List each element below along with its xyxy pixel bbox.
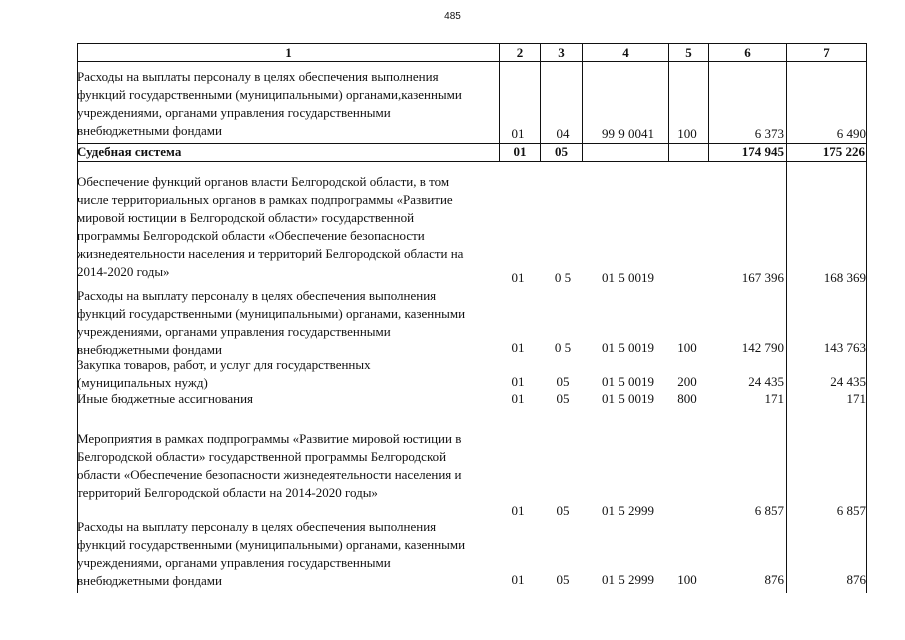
cell-amount-2: 876	[846, 572, 866, 587]
header-cell: 6	[744, 45, 751, 60]
cell-subsection: 05	[555, 144, 568, 159]
cell-expense-type: 100	[677, 340, 697, 355]
header-cell: 1	[285, 45, 292, 60]
row-description: Расходы на выплаты персоналу в целях обеспечения выполнения функций государственными (муниципальными) органами,казенными учреждениями, органами управления государственными внебюджетными фондами	[77, 69, 462, 138]
cell-target-article: 01 5 2999	[602, 503, 654, 518]
row-description: Судебная система	[77, 144, 182, 159]
header-cell: 4	[622, 45, 629, 60]
cell-target-article: 01 5 0019	[602, 374, 654, 389]
cell-section: 01	[511, 391, 525, 406]
cell-amount-2: 175 226	[822, 144, 865, 159]
cell-expense-type	[668, 270, 706, 286]
cell-expense-type: 100	[677, 126, 697, 141]
header-cell: 7	[823, 45, 830, 60]
cell-section: 01	[511, 270, 525, 285]
cell-amount-1: 6 373	[754, 126, 784, 141]
cell-target-article	[583, 144, 668, 160]
table-right-border	[866, 43, 867, 593]
header-bottom-border	[77, 61, 867, 62]
cell-amount-2: 143 763	[823, 340, 866, 355]
cell-amount-1: 174 945	[741, 144, 784, 159]
row-description: Обеспечение функций органов власти Белгородской области, в том числе территориальных органов в рамках подпрограммы «Развитие мировой юстиции в Белгородской области» государственной программы Белгородской области «Обеспечение безопасности жизнедеятельности населения и территорий Белгородской области на 2014-2020 годы»	[77, 174, 464, 279]
cell-target-article: 01 5 0019	[602, 270, 654, 285]
cell-expense-type: 200	[677, 374, 697, 389]
cell-expense-type: 800	[677, 391, 697, 406]
cell-expense-type: 100	[677, 572, 697, 587]
cell-amount-1: 876	[764, 572, 784, 587]
cell-amount-2: 171	[846, 391, 866, 406]
cell-target-article: 01 5 0019	[602, 391, 654, 406]
page-number: 485	[444, 11, 461, 22]
cell-subsection: 05	[556, 374, 570, 389]
cell-target-article: 01 5 2999	[602, 572, 654, 587]
cell-section: 01	[511, 503, 525, 518]
cell-amount-2: 168 369	[823, 270, 866, 285]
cell-amount-2: 6 857	[836, 503, 866, 518]
row-description: Иные бюджетные ассигнования	[77, 391, 254, 406]
header-cell: 5	[685, 45, 692, 60]
cell-amount-1: 6 857	[754, 503, 784, 518]
cell-amount-1: 142 790	[741, 340, 784, 355]
cell-expense-type	[669, 144, 708, 160]
row-description: Расходы на выплату персоналу в целях обеспечения выполнения функций государственными (муниципальными) органами, казенными учреждениями, органами управления государственными внебюджетными фондами	[77, 519, 466, 588]
cell-amount-1: 171	[764, 391, 784, 406]
cell-subsection: 05	[556, 503, 570, 518]
row-divider	[77, 161, 867, 162]
cell-section: 01	[511, 572, 525, 587]
cell-target-article: 01 5 0019	[602, 340, 654, 355]
cell-subsection: 05	[556, 391, 570, 406]
cell-amount-2: 6 490	[836, 126, 866, 141]
header-cell: 2	[516, 45, 524, 60]
cell-amount-2: 24 435	[830, 374, 866, 389]
cell-amount-1: 24 435	[748, 374, 784, 389]
cell-subsection: 0 5	[554, 270, 572, 285]
cell-expense-type	[668, 503, 706, 519]
cell-section: 01	[511, 340, 525, 355]
header-cell: 3	[558, 45, 565, 60]
cell-section: 01	[511, 374, 525, 389]
cell-target-article: 99 9 0041	[602, 126, 654, 141]
cell-subsection: 04	[556, 126, 570, 141]
cell-subsection: 0 5	[554, 340, 572, 355]
row-description: Закупка товаров, работ, и услуг для государственных (муниципальных нужд)	[77, 357, 371, 390]
cell-section: 01	[513, 144, 527, 159]
cell-subsection: 05	[556, 572, 570, 587]
row-description: Мероприятия в рамках подпрограммы «Развитие мировой юстиции в Белгородской области» государственной программы Белгородской области «Обеспечение безопасности жизнедеятельности населения и территорий Белгородской области на 2014-2020 годы»	[77, 431, 462, 500]
cell-amount-1: 167 396	[741, 270, 784, 285]
row-description: Расходы на выплату персоналу в целях обеспечения выполнения функций государственными (муниципальными) органами, казенными учреждениями, органами управления государственными внебюджетными фондами	[77, 288, 466, 357]
cell-section: 01	[511, 126, 525, 141]
